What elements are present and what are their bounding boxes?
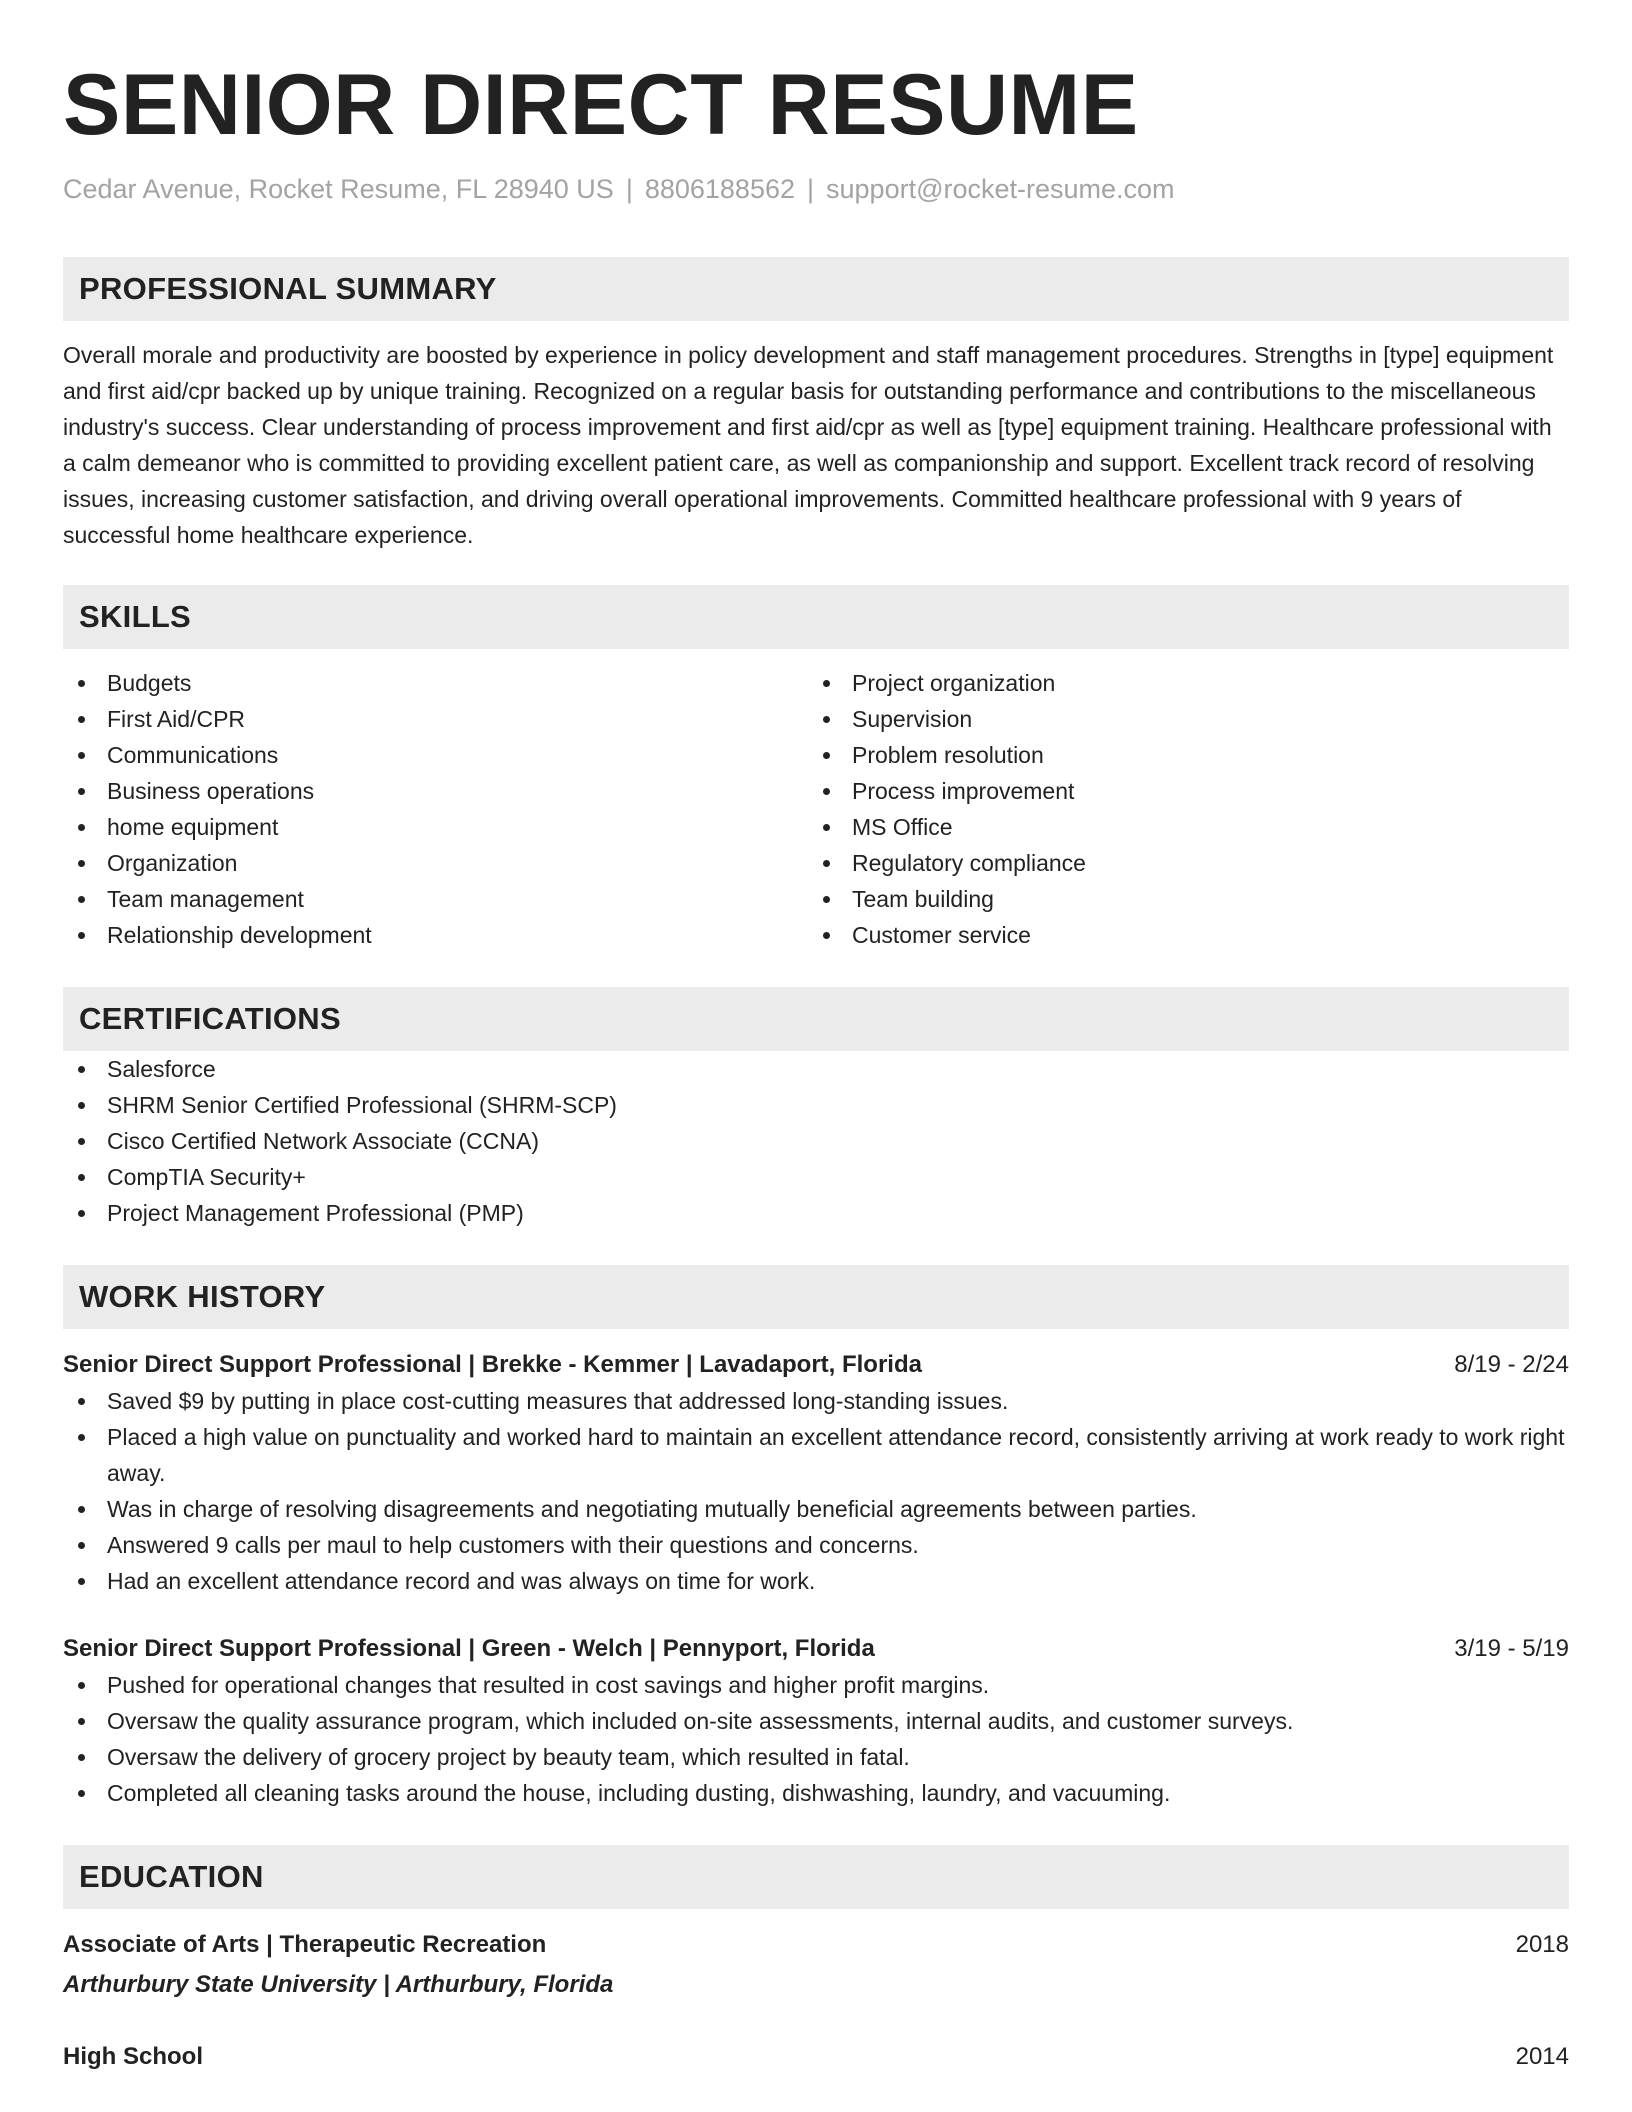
skill-item: MS Office <box>808 809 1561 845</box>
education-degree: High School <box>63 2043 203 2070</box>
job-dates: 3/19 - 5/19 <box>1454 1635 1569 1662</box>
skills-column-left <box>63 665 816 953</box>
skill-item: Process improvement <box>808 773 1561 809</box>
contact-address: Cedar Avenue, Rocket Resume, FL 28940 US <box>63 174 614 204</box>
education-year: 2018 <box>1515 1931 1569 1958</box>
job-bullet: Answered 9 calls per maul to help customers with their questions and concerns. <box>63 1527 1569 1563</box>
education-institution: Arthurbury State University | Arthurbury, Florida <box>63 1971 614 1998</box>
certification-item: SHRM Senior Certified Professional (SHRM-SCP) <box>63 1087 1569 1123</box>
certification-item: CompTIA Security+ <box>63 1159 1569 1195</box>
job-bullet: Saved $9 by putting in place cost-cutting measures that addressed long-standing issues. <box>63 1383 1569 1419</box>
skills-grid <box>63 665 1569 953</box>
education-header <box>63 1927 1569 1963</box>
education-degree: Associate of Arts | Therapeutic Recreation <box>63 1931 547 1958</box>
job-bullet: Placed a high value on punctuality and worked hard to maintain an excellent attendance record, consistently arriving at work ready to work right away. <box>63 1419 1569 1491</box>
skill-item: First Aid/CPR <box>63 701 816 737</box>
job-title: Senior Direct Support Professional | Green - Welch | Pennyport, Florida <box>63 1635 875 1662</box>
job-bullet: Completed all cleaning tasks around the house, including dusting, dishwashing, laundry, and vacuuming. <box>63 1775 1569 1811</box>
skills-column-right <box>808 665 1561 953</box>
job-dates: 8/19 - 2/24 <box>1454 1351 1569 1378</box>
skill-item: Project organization <box>808 665 1561 701</box>
job-bullets <box>63 1667 1569 1811</box>
education-entry <box>63 1927 1569 2003</box>
skill-item: Customer service <box>808 917 1561 953</box>
job-bullet: Oversaw the delivery of grocery project by beauty team, which resulted in fatal. <box>63 1739 1569 1775</box>
job-bullets <box>63 1383 1569 1599</box>
certification-item: Project Management Professional (PMP) <box>63 1195 1569 1231</box>
education-year: 2014 <box>1515 2043 1569 2070</box>
skill-item: Communications <box>63 737 816 773</box>
certifications-list <box>63 1051 1569 1231</box>
contact-email: support@rocket-resume.com <box>826 174 1175 204</box>
job-bullet: Was in charge of resolving disagreements and negotiating mutually beneficial agreements between parties. <box>63 1491 1569 1527</box>
summary-text: Overall morale and productivity are boosted by experience in policy development and staff management procedures. Strengths in [type] equipment and first aid/cpr backed up by unique training. Recognized on a regular basis for outstanding performance and contributions to the miscellaneous industry's success. Clear understanding of process improvement and first aid/cpr as well as [type] equipment training. Healthcare professional with a calm demeanor who is committed to providing excellent patient care, as well as companionship and support. Excellent track record of resolving issues, increasing customer satisfaction, and driving overall operational improvements. Committed healthcare professional with 9 years of successful home healthcare experience. <box>63 342 1554 548</box>
section-header-skills: SKILLS <box>63 585 1569 649</box>
skill-item: Team building <box>808 881 1561 917</box>
education-header <box>63 2039 1569 2075</box>
job-bullet: Pushed for operational changes that resulted in cost savings and higher profit margins. <box>63 1667 1569 1703</box>
job-bullet: Oversaw the quality assurance program, which included on-site assessments, internal audits, and customer surveys. <box>63 1703 1569 1739</box>
contact-line <box>63 174 1569 205</box>
section-header-work-history: WORK HISTORY <box>63 1265 1569 1329</box>
skill-item: Business operations <box>63 773 816 809</box>
skill-item: Supervision <box>808 701 1561 737</box>
skill-item: Problem resolution <box>808 737 1561 773</box>
section-header-education: EDUCATION <box>63 1845 1569 1909</box>
certification-item: Salesforce <box>63 1051 1569 1087</box>
skill-item: Regulatory compliance <box>808 845 1561 881</box>
contact-separator: | <box>625 174 633 204</box>
section-header-summary: PROFESSIONAL SUMMARY <box>63 257 1569 321</box>
skill-item: Organization <box>63 845 816 881</box>
education-entry <box>63 2039 1569 2075</box>
section-header-certifications: CERTIFICATIONS <box>63 987 1569 1051</box>
skill-item: Team management <box>63 881 816 917</box>
job-entry <box>63 1347 1569 1599</box>
resume-name: SENIOR DIRECT RESUME <box>63 57 1139 153</box>
job-title: Senior Direct Support Professional | Brekke - Kemmer | Lavadaport, Florida <box>63 1351 922 1378</box>
skill-item: Relationship development <box>63 917 816 953</box>
job-header <box>63 1631 1569 1667</box>
skill-item: home equipment <box>63 809 816 845</box>
job-header <box>63 1347 1569 1383</box>
contact-phone: 8806188562 <box>644 174 795 204</box>
certification-item: Cisco Certified Network Associate (CCNA) <box>63 1123 1569 1159</box>
skill-item: Budgets <box>63 665 816 701</box>
contact-separator: | <box>807 174 815 204</box>
job-bullet: Had an excellent attendance record and was always on time for work. <box>63 1563 1569 1599</box>
job-entry <box>63 1631 1569 1811</box>
